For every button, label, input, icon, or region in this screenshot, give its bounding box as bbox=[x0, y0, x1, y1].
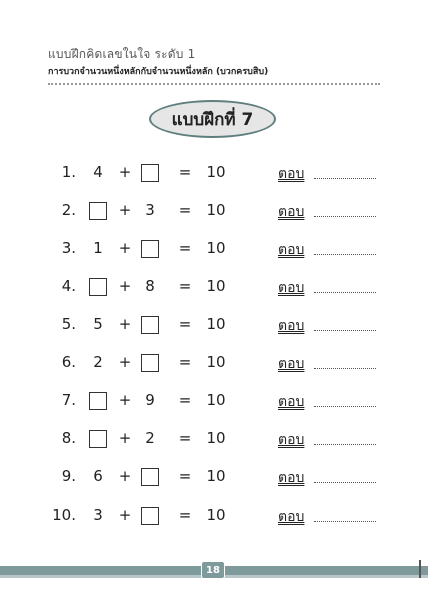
addend-a: 1 bbox=[93, 239, 103, 257]
addend-a: 4 bbox=[93, 163, 103, 181]
answer-box[interactable] bbox=[141, 316, 159, 334]
exercise-row bbox=[0, 464, 428, 490]
exercise-row bbox=[0, 426, 428, 452]
exercise-number: 1. bbox=[61, 163, 76, 181]
answer-box[interactable] bbox=[141, 507, 159, 525]
sum-result: 10 bbox=[206, 315, 226, 333]
answer-line[interactable] bbox=[314, 178, 376, 179]
sum-result: 10 bbox=[206, 163, 226, 181]
page-number: 18 bbox=[201, 561, 225, 579]
plus-sign: + bbox=[118, 506, 132, 524]
answer-line[interactable] bbox=[314, 292, 376, 293]
sum-result: 10 bbox=[206, 277, 226, 295]
addend-b: 3 bbox=[145, 201, 155, 219]
sum-result: 10 bbox=[206, 201, 226, 219]
addend-b bbox=[140, 163, 160, 182]
plus-sign: + bbox=[118, 353, 132, 371]
answer-box[interactable] bbox=[141, 240, 159, 258]
addend-a: 3 bbox=[93, 506, 103, 524]
plus-sign: + bbox=[118, 315, 132, 333]
exercise-title: แบบฝึกที่ 7 bbox=[171, 109, 254, 130]
addend-b bbox=[140, 353, 160, 372]
answer-line[interactable] bbox=[314, 216, 376, 217]
answer-line[interactable] bbox=[314, 330, 376, 331]
addend-a bbox=[88, 277, 108, 296]
answer-line[interactable] bbox=[314, 482, 376, 483]
exercise-number: 4. bbox=[61, 277, 76, 295]
equals-sign: = bbox=[178, 506, 192, 524]
addend-b bbox=[140, 506, 160, 525]
answer-box[interactable] bbox=[89, 202, 107, 220]
exercise-number: 3. bbox=[61, 239, 76, 257]
answer-label: ตอบ bbox=[278, 356, 305, 372]
answer-box[interactable] bbox=[89, 392, 107, 410]
answer-box[interactable] bbox=[141, 468, 159, 486]
answer-label: ตอบ bbox=[278, 470, 305, 486]
exercise-row bbox=[0, 388, 428, 414]
exercise-row bbox=[0, 503, 428, 529]
addend-a: 2 bbox=[93, 353, 103, 371]
answer-line[interactable] bbox=[314, 406, 376, 407]
addend-a bbox=[88, 201, 108, 220]
equals-sign: = bbox=[178, 239, 192, 257]
answer-label: ตอบ bbox=[278, 280, 305, 296]
exercise-row bbox=[0, 274, 428, 300]
addend-b bbox=[140, 315, 160, 334]
addend-b: 8 bbox=[145, 277, 155, 295]
exercise-row bbox=[0, 160, 428, 186]
exercise-number: 9. bbox=[61, 467, 76, 485]
footer-edge-mark bbox=[419, 560, 421, 578]
exercise-number: 2. bbox=[61, 201, 76, 219]
exercise-row bbox=[0, 198, 428, 224]
exercise-row bbox=[0, 312, 428, 338]
answer-label: ตอบ bbox=[278, 432, 305, 448]
sum-result: 10 bbox=[206, 429, 226, 447]
dotted-divider bbox=[48, 83, 380, 85]
answer-line[interactable] bbox=[314, 444, 376, 445]
plus-sign: + bbox=[118, 391, 132, 409]
exercise-row bbox=[0, 350, 428, 376]
addend-b: 2 bbox=[145, 429, 155, 447]
sum-result: 10 bbox=[206, 467, 226, 485]
exercise-row bbox=[0, 236, 428, 262]
addend-a bbox=[88, 429, 108, 448]
addend-a bbox=[88, 391, 108, 410]
equals-sign: = bbox=[178, 163, 192, 181]
sum-result: 10 bbox=[206, 506, 226, 524]
addend-b: 9 bbox=[145, 391, 155, 409]
addend-b bbox=[140, 467, 160, 486]
equals-sign: = bbox=[178, 315, 192, 333]
answer-box[interactable] bbox=[89, 278, 107, 296]
plus-sign: + bbox=[118, 239, 132, 257]
answer-label: ตอบ bbox=[278, 242, 305, 258]
answer-label: ตอบ bbox=[278, 318, 305, 334]
answer-box[interactable] bbox=[89, 430, 107, 448]
addend-a: 6 bbox=[93, 467, 103, 485]
sum-result: 10 bbox=[206, 391, 226, 409]
equals-sign: = bbox=[178, 353, 192, 371]
answer-line[interactable] bbox=[314, 254, 376, 255]
exercise-title-badge bbox=[149, 100, 276, 138]
equals-sign: = bbox=[178, 277, 192, 295]
equals-sign: = bbox=[178, 429, 192, 447]
exercise-number: 7. bbox=[61, 391, 76, 409]
answer-label: ตอบ bbox=[278, 509, 305, 525]
plus-sign: + bbox=[118, 201, 132, 219]
equals-sign: = bbox=[178, 391, 192, 409]
sum-result: 10 bbox=[206, 239, 226, 257]
sum-result: 10 bbox=[206, 353, 226, 371]
plus-sign: + bbox=[118, 277, 132, 295]
addend-a: 5 bbox=[93, 315, 103, 333]
exercise-number: 8. bbox=[61, 429, 76, 447]
answer-label: ตอบ bbox=[278, 394, 305, 410]
header-subtitle: การบวกจำนวนหนึ่งหลักกับจำนวนหนึ่งหลัก (บวกครบสิบ) bbox=[48, 67, 269, 77]
answer-line[interactable] bbox=[314, 368, 376, 369]
answer-box[interactable] bbox=[141, 164, 159, 182]
answer-box[interactable] bbox=[141, 354, 159, 372]
plus-sign: + bbox=[118, 429, 132, 447]
answer-label: ตอบ bbox=[278, 204, 305, 220]
addend-b bbox=[140, 239, 160, 258]
exercise-number: 6. bbox=[61, 353, 76, 371]
answer-line[interactable] bbox=[314, 521, 376, 522]
equals-sign: = bbox=[178, 201, 192, 219]
plus-sign: + bbox=[118, 163, 132, 181]
exercise-number: 10. bbox=[52, 506, 76, 524]
exercise-number: 5. bbox=[61, 315, 76, 333]
answer-label: ตอบ bbox=[278, 166, 305, 182]
equals-sign: = bbox=[178, 467, 192, 485]
plus-sign: + bbox=[118, 467, 132, 485]
header-title: แบบฝึกคิดเลขในใจ ระดับ 1 bbox=[48, 47, 196, 61]
